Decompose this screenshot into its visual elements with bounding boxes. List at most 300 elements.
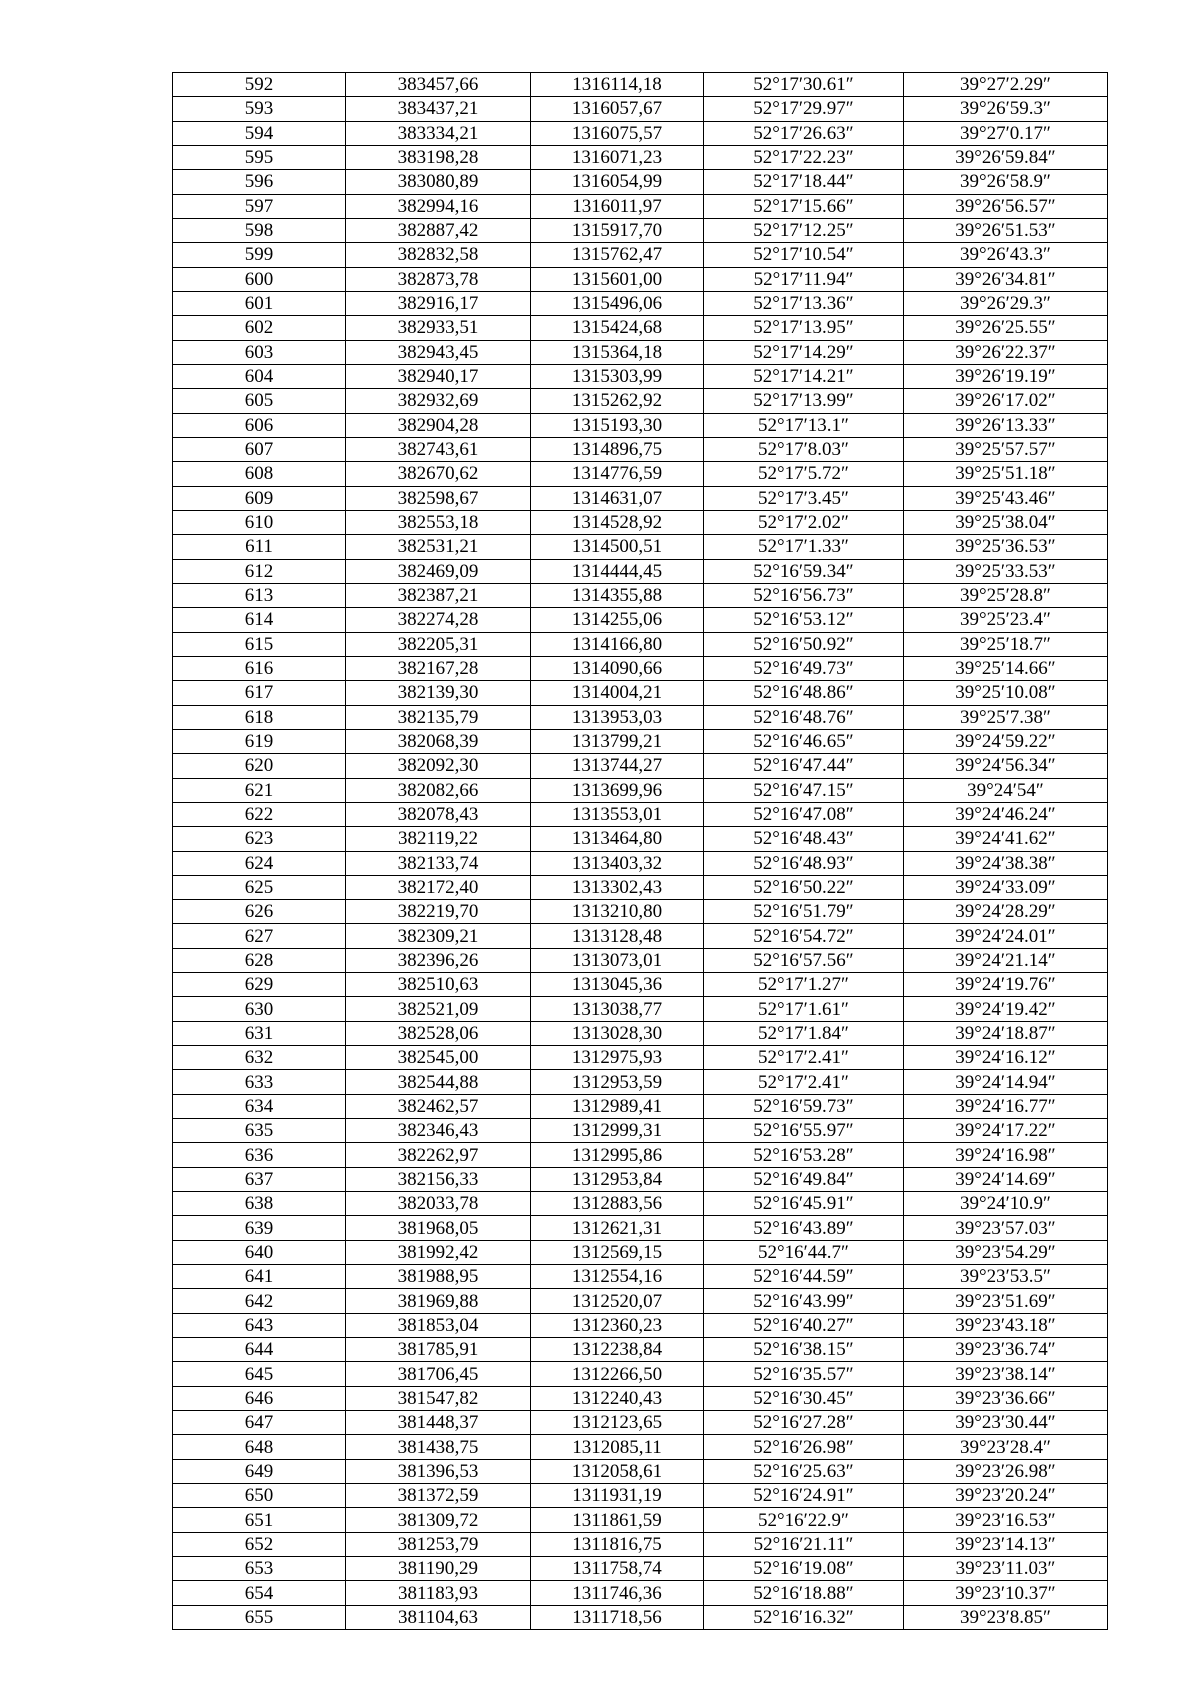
x-coordinate-cell: 382521,09 [346, 997, 531, 1021]
point-number-cell: 641 [173, 1265, 346, 1289]
longitude-cell: 39°23′43.18″ [904, 1313, 1108, 1337]
x-coordinate-cell: 381853,04 [346, 1313, 531, 1337]
table-row [173, 1216, 1108, 1240]
longitude-cell: 39°26′34.81″ [904, 267, 1108, 291]
table-row [173, 437, 1108, 461]
latitude-cell: 52°17′10.54″ [704, 243, 904, 267]
point-number-cell: 599 [173, 243, 346, 267]
y-coordinate-cell: 1311758,74 [531, 1557, 704, 1581]
x-coordinate-cell: 382033,78 [346, 1192, 531, 1216]
longitude-cell: 39°23′36.66″ [904, 1386, 1108, 1410]
latitude-cell: 52°16′44.7″ [704, 1240, 904, 1264]
table-row [173, 1119, 1108, 1143]
latitude-cell: 52°16′59.73″ [704, 1094, 904, 1118]
y-coordinate-cell: 1313799,21 [531, 729, 704, 753]
point-number-cell: 645 [173, 1362, 346, 1386]
table-row [173, 1240, 1108, 1264]
latitude-cell: 52°16′47.15″ [704, 778, 904, 802]
y-coordinate-cell: 1313403,32 [531, 851, 704, 875]
table-row [173, 1435, 1108, 1459]
y-coordinate-cell: 1312621,31 [531, 1216, 704, 1240]
y-coordinate-cell: 1313210,80 [531, 900, 704, 924]
point-number-cell: 615 [173, 632, 346, 656]
y-coordinate-cell: 1315496,06 [531, 291, 704, 315]
x-coordinate-cell: 382545,00 [346, 1046, 531, 1070]
table-row [173, 802, 1108, 826]
point-number-cell: 633 [173, 1070, 346, 1094]
longitude-cell: 39°26′51.53″ [904, 218, 1108, 242]
longitude-cell: 39°26′29.3″ [904, 291, 1108, 315]
longitude-cell: 39°26′59.3″ [904, 97, 1108, 121]
longitude-cell: 39°23′16.53″ [904, 1508, 1108, 1532]
x-coordinate-cell: 381190,29 [346, 1557, 531, 1581]
x-coordinate-cell: 383080,89 [346, 170, 531, 194]
table-row [173, 1508, 1108, 1532]
table-row [173, 1362, 1108, 1386]
point-number-cell: 651 [173, 1508, 346, 1532]
latitude-cell: 52°16′59.34″ [704, 559, 904, 583]
longitude-cell: 39°23′26.98″ [904, 1459, 1108, 1483]
longitude-cell: 39°23′11.03″ [904, 1557, 1108, 1581]
y-coordinate-cell: 1311718,56 [531, 1605, 704, 1629]
x-coordinate-cell: 382943,45 [346, 340, 531, 364]
table-row [173, 1484, 1108, 1508]
y-coordinate-cell: 1314631,07 [531, 486, 704, 510]
table-row [173, 1313, 1108, 1337]
table-row [173, 1411, 1108, 1435]
point-number-cell: 647 [173, 1411, 346, 1435]
y-coordinate-cell: 1312554,16 [531, 1265, 704, 1289]
x-coordinate-cell: 381785,91 [346, 1338, 531, 1362]
point-number-cell: 603 [173, 340, 346, 364]
latitude-cell: 52°16′54.72″ [704, 924, 904, 948]
longitude-cell: 39°24′16.12″ [904, 1046, 1108, 1070]
point-number-cell: 606 [173, 413, 346, 437]
y-coordinate-cell: 1314004,21 [531, 681, 704, 705]
longitude-cell: 39°24′56.34″ [904, 754, 1108, 778]
x-coordinate-cell: 382531,21 [346, 535, 531, 559]
table-row [173, 608, 1108, 632]
x-coordinate-cell: 382172,40 [346, 875, 531, 899]
latitude-cell: 52°16′35.57″ [704, 1362, 904, 1386]
longitude-cell: 39°26′17.02″ [904, 389, 1108, 413]
point-number-cell: 609 [173, 486, 346, 510]
y-coordinate-cell: 1315193,30 [531, 413, 704, 437]
table-row [173, 875, 1108, 899]
x-coordinate-cell: 382932,69 [346, 389, 531, 413]
point-number-cell: 614 [173, 608, 346, 632]
table-row [173, 535, 1108, 559]
longitude-cell: 39°24′54″ [904, 778, 1108, 802]
longitude-cell: 39°23′36.74″ [904, 1338, 1108, 1362]
latitude-cell: 52°16′57.56″ [704, 948, 904, 972]
x-coordinate-cell: 382219,70 [346, 900, 531, 924]
table-row [173, 778, 1108, 802]
longitude-cell: 39°27′2.29″ [904, 73, 1108, 97]
point-number-cell: 612 [173, 559, 346, 583]
latitude-cell: 52°16′27.28″ [704, 1411, 904, 1435]
y-coordinate-cell: 1314255,06 [531, 608, 704, 632]
longitude-cell: 39°24′24.01″ [904, 924, 1108, 948]
y-coordinate-cell: 1315917,70 [531, 218, 704, 242]
table-row [173, 1143, 1108, 1167]
x-coordinate-cell: 382205,31 [346, 632, 531, 656]
table-row [173, 218, 1108, 242]
y-coordinate-cell: 1315364,18 [531, 340, 704, 364]
table-row [173, 705, 1108, 729]
x-coordinate-cell: 383437,21 [346, 97, 531, 121]
point-number-cell: 649 [173, 1459, 346, 1483]
point-number-cell: 631 [173, 1021, 346, 1045]
latitude-cell: 52°16′49.84″ [704, 1167, 904, 1191]
x-coordinate-cell: 382994,16 [346, 194, 531, 218]
table-row [173, 559, 1108, 583]
point-number-cell: 652 [173, 1532, 346, 1556]
y-coordinate-cell: 1313028,30 [531, 1021, 704, 1045]
latitude-cell: 52°16′47.08″ [704, 802, 904, 826]
x-coordinate-cell: 382553,18 [346, 510, 531, 534]
longitude-cell: 39°24′19.42″ [904, 997, 1108, 1021]
latitude-cell: 52°17′2.41″ [704, 1070, 904, 1094]
x-coordinate-cell: 381372,59 [346, 1484, 531, 1508]
table-row [173, 1532, 1108, 1556]
latitude-cell: 52°16′53.12″ [704, 608, 904, 632]
point-number-cell: 643 [173, 1313, 346, 1337]
x-coordinate-cell: 382544,88 [346, 1070, 531, 1094]
latitude-cell: 52°17′13.36″ [704, 291, 904, 315]
x-coordinate-cell: 381448,37 [346, 1411, 531, 1435]
latitude-cell: 52°17′13.95″ [704, 316, 904, 340]
point-number-cell: 622 [173, 802, 346, 826]
point-number-cell: 627 [173, 924, 346, 948]
x-coordinate-cell: 381309,72 [346, 1508, 531, 1532]
y-coordinate-cell: 1313302,43 [531, 875, 704, 899]
x-coordinate-cell: 382396,26 [346, 948, 531, 972]
x-coordinate-cell: 381438,75 [346, 1435, 531, 1459]
y-coordinate-cell: 1312975,93 [531, 1046, 704, 1070]
point-number-cell: 640 [173, 1240, 346, 1264]
latitude-cell: 52°17′14.21″ [704, 364, 904, 388]
point-number-cell: 630 [173, 997, 346, 1021]
latitude-cell: 52°16′45.91″ [704, 1192, 904, 1216]
longitude-cell: 39°25′18.7″ [904, 632, 1108, 656]
longitude-cell: 39°25′23.4″ [904, 608, 1108, 632]
table-row [173, 170, 1108, 194]
latitude-cell: 52°16′21.11″ [704, 1532, 904, 1556]
x-coordinate-cell: 383198,28 [346, 145, 531, 169]
y-coordinate-cell: 1313073,01 [531, 948, 704, 972]
table-row [173, 73, 1108, 97]
latitude-cell: 52°16′50.22″ [704, 875, 904, 899]
x-coordinate-cell: 381969,88 [346, 1289, 531, 1313]
x-coordinate-cell: 382068,39 [346, 729, 531, 753]
x-coordinate-cell: 381706,45 [346, 1362, 531, 1386]
latitude-cell: 52°17′13.1″ [704, 413, 904, 437]
latitude-cell: 52°17′29.97″ [704, 97, 904, 121]
table-row [173, 900, 1108, 924]
y-coordinate-cell: 1311861,59 [531, 1508, 704, 1532]
longitude-cell: 39°24′10.9″ [904, 1192, 1108, 1216]
point-number-cell: 624 [173, 851, 346, 875]
table-row [173, 973, 1108, 997]
point-number-cell: 638 [173, 1192, 346, 1216]
y-coordinate-cell: 1312953,84 [531, 1167, 704, 1191]
table-row [173, 1167, 1108, 1191]
point-number-cell: 654 [173, 1581, 346, 1605]
table-row [173, 1557, 1108, 1581]
y-coordinate-cell: 1313038,77 [531, 997, 704, 1021]
latitude-cell: 52°16′24.91″ [704, 1484, 904, 1508]
latitude-cell: 52°17′1.33″ [704, 535, 904, 559]
latitude-cell: 52°16′48.86″ [704, 681, 904, 705]
table-row [173, 1070, 1108, 1094]
x-coordinate-cell: 382916,17 [346, 291, 531, 315]
x-coordinate-cell: 382670,62 [346, 462, 531, 486]
y-coordinate-cell: 1315601,00 [531, 267, 704, 291]
y-coordinate-cell: 1315303,99 [531, 364, 704, 388]
longitude-cell: 39°23′20.24″ [904, 1484, 1108, 1508]
point-number-cell: 611 [173, 535, 346, 559]
y-coordinate-cell: 1314355,88 [531, 583, 704, 607]
x-coordinate-cell: 381547,82 [346, 1386, 531, 1410]
point-number-cell: 616 [173, 656, 346, 680]
latitude-cell: 52°16′38.15″ [704, 1338, 904, 1362]
y-coordinate-cell: 1313553,01 [531, 802, 704, 826]
longitude-cell: 39°25′36.53″ [904, 535, 1108, 559]
y-coordinate-cell: 1313744,27 [531, 754, 704, 778]
longitude-cell: 39°24′28.29″ [904, 900, 1108, 924]
point-number-cell: 634 [173, 1094, 346, 1118]
longitude-cell: 39°25′38.04″ [904, 510, 1108, 534]
point-number-cell: 608 [173, 462, 346, 486]
latitude-cell: 52°17′12.25″ [704, 218, 904, 242]
y-coordinate-cell: 1313464,80 [531, 827, 704, 851]
longitude-cell: 39°24′16.77″ [904, 1094, 1108, 1118]
y-coordinate-cell: 1312995,86 [531, 1143, 704, 1167]
table-row [173, 364, 1108, 388]
latitude-cell: 52°16′25.63″ [704, 1459, 904, 1483]
point-number-cell: 636 [173, 1143, 346, 1167]
x-coordinate-cell: 382274,28 [346, 608, 531, 632]
x-coordinate-cell: 381253,79 [346, 1532, 531, 1556]
table-row [173, 243, 1108, 267]
point-number-cell: 625 [173, 875, 346, 899]
longitude-cell: 39°24′59.22″ [904, 729, 1108, 753]
latitude-cell: 52°17′30.61″ [704, 73, 904, 97]
longitude-cell: 39°23′51.69″ [904, 1289, 1108, 1313]
latitude-cell: 52°16′43.99″ [704, 1289, 904, 1313]
x-coordinate-cell: 382510,63 [346, 973, 531, 997]
latitude-cell: 52°17′1.84″ [704, 1021, 904, 1045]
y-coordinate-cell: 1312520,07 [531, 1289, 704, 1313]
table-row [173, 389, 1108, 413]
latitude-cell: 52°16′48.43″ [704, 827, 904, 851]
x-coordinate-cell: 382904,28 [346, 413, 531, 437]
x-coordinate-cell: 382832,58 [346, 243, 531, 267]
longitude-cell: 39°23′38.14″ [904, 1362, 1108, 1386]
y-coordinate-cell: 1316054,99 [531, 170, 704, 194]
point-number-cell: 620 [173, 754, 346, 778]
latitude-cell: 52°16′56.73″ [704, 583, 904, 607]
table-row [173, 681, 1108, 705]
longitude-cell: 39°26′56.57″ [904, 194, 1108, 218]
y-coordinate-cell: 1313128,48 [531, 924, 704, 948]
point-number-cell: 644 [173, 1338, 346, 1362]
point-number-cell: 621 [173, 778, 346, 802]
table-row [173, 413, 1108, 437]
point-number-cell: 635 [173, 1119, 346, 1143]
point-number-cell: 604 [173, 364, 346, 388]
table-row [173, 851, 1108, 875]
x-coordinate-cell: 382082,66 [346, 778, 531, 802]
longitude-cell: 39°26′58.9″ [904, 170, 1108, 194]
x-coordinate-cell: 382387,21 [346, 583, 531, 607]
y-coordinate-cell: 1312238,84 [531, 1338, 704, 1362]
latitude-cell: 52°17′22.23″ [704, 145, 904, 169]
table-row [173, 1289, 1108, 1313]
table-row [173, 754, 1108, 778]
y-coordinate-cell: 1315762,47 [531, 243, 704, 267]
y-coordinate-cell: 1314090,66 [531, 656, 704, 680]
longitude-cell: 39°26′19.19″ [904, 364, 1108, 388]
latitude-cell: 52°16′26.98″ [704, 1435, 904, 1459]
latitude-cell: 52°16′48.76″ [704, 705, 904, 729]
table-row [173, 1192, 1108, 1216]
latitude-cell: 52°16′43.89″ [704, 1216, 904, 1240]
point-number-cell: 595 [173, 145, 346, 169]
latitude-cell: 52°16′53.28″ [704, 1143, 904, 1167]
longitude-cell: 39°24′14.69″ [904, 1167, 1108, 1191]
table-row [173, 121, 1108, 145]
point-number-cell: 650 [173, 1484, 346, 1508]
longitude-cell: 39°25′33.53″ [904, 559, 1108, 583]
y-coordinate-cell: 1312360,23 [531, 1313, 704, 1337]
coordinates-table [172, 72, 1108, 1630]
x-coordinate-cell: 383334,21 [346, 121, 531, 145]
longitude-cell: 39°24′18.87″ [904, 1021, 1108, 1045]
y-coordinate-cell: 1312883,56 [531, 1192, 704, 1216]
latitude-cell: 52°17′8.03″ [704, 437, 904, 461]
x-coordinate-cell: 381104,63 [346, 1605, 531, 1629]
y-coordinate-cell: 1316011,97 [531, 194, 704, 218]
point-number-cell: 623 [173, 827, 346, 851]
x-coordinate-cell: 381968,05 [346, 1216, 531, 1240]
y-coordinate-cell: 1314776,59 [531, 462, 704, 486]
latitude-cell: 52°16′46.65″ [704, 729, 904, 753]
latitude-cell: 52°16′40.27″ [704, 1313, 904, 1337]
point-number-cell: 646 [173, 1386, 346, 1410]
longitude-cell: 39°23′30.44″ [904, 1411, 1108, 1435]
table-row [173, 729, 1108, 753]
point-number-cell: 619 [173, 729, 346, 753]
latitude-cell: 52°17′1.61″ [704, 997, 904, 1021]
longitude-cell: 39°23′14.13″ [904, 1532, 1108, 1556]
x-coordinate-cell: 382135,79 [346, 705, 531, 729]
longitude-cell: 39°25′7.38″ [904, 705, 1108, 729]
table-row [173, 267, 1108, 291]
latitude-cell: 52°16′55.97″ [704, 1119, 904, 1143]
longitude-cell: 39°25′28.8″ [904, 583, 1108, 607]
table-row [173, 1021, 1108, 1045]
table-row [173, 340, 1108, 364]
y-coordinate-cell: 1315424,68 [531, 316, 704, 340]
point-number-cell: 610 [173, 510, 346, 534]
y-coordinate-cell: 1314896,75 [531, 437, 704, 461]
x-coordinate-cell: 382598,67 [346, 486, 531, 510]
latitude-cell: 52°17′14.29″ [704, 340, 904, 364]
point-number-cell: 607 [173, 437, 346, 461]
table-row [173, 462, 1108, 486]
table-row [173, 656, 1108, 680]
y-coordinate-cell: 1313953,03 [531, 705, 704, 729]
y-coordinate-cell: 1311746,36 [531, 1581, 704, 1605]
table-row [173, 1338, 1108, 1362]
latitude-cell: 52°16′44.59″ [704, 1265, 904, 1289]
longitude-cell: 39°24′16.98″ [904, 1143, 1108, 1167]
longitude-cell: 39°24′14.94″ [904, 1070, 1108, 1094]
x-coordinate-cell: 382309,21 [346, 924, 531, 948]
table-row [173, 97, 1108, 121]
table-row [173, 1094, 1108, 1118]
x-coordinate-cell: 382092,30 [346, 754, 531, 778]
latitude-cell: 52°16′51.79″ [704, 900, 904, 924]
longitude-cell: 39°27′0.17″ [904, 121, 1108, 145]
point-number-cell: 639 [173, 1216, 346, 1240]
longitude-cell: 39°24′17.22″ [904, 1119, 1108, 1143]
point-number-cell: 600 [173, 267, 346, 291]
table-row [173, 1605, 1108, 1629]
longitude-cell: 39°24′41.62″ [904, 827, 1108, 851]
latitude-cell: 52°17′2.02″ [704, 510, 904, 534]
x-coordinate-cell: 382528,06 [346, 1021, 531, 1045]
latitude-cell: 52°16′50.92″ [704, 632, 904, 656]
latitude-cell: 52°17′11.94″ [704, 267, 904, 291]
table-row [173, 486, 1108, 510]
point-number-cell: 613 [173, 583, 346, 607]
x-coordinate-cell: 382156,33 [346, 1167, 531, 1191]
longitude-cell: 39°23′57.03″ [904, 1216, 1108, 1240]
longitude-cell: 39°24′21.14″ [904, 948, 1108, 972]
longitude-cell: 39°25′14.66″ [904, 656, 1108, 680]
x-coordinate-cell: 381396,53 [346, 1459, 531, 1483]
point-number-cell: 597 [173, 194, 346, 218]
latitude-cell: 52°17′15.66″ [704, 194, 904, 218]
point-number-cell: 626 [173, 900, 346, 924]
latitude-cell: 52°16′48.93″ [704, 851, 904, 875]
y-coordinate-cell: 1316075,57 [531, 121, 704, 145]
y-coordinate-cell: 1312085,11 [531, 1435, 704, 1459]
point-number-cell: 605 [173, 389, 346, 413]
table-row [173, 145, 1108, 169]
y-coordinate-cell: 1316071,23 [531, 145, 704, 169]
table-row [173, 948, 1108, 972]
y-coordinate-cell: 1312999,31 [531, 1119, 704, 1143]
y-coordinate-cell: 1316057,67 [531, 97, 704, 121]
point-number-cell: 592 [173, 73, 346, 97]
latitude-cell: 52°16′49.73″ [704, 656, 904, 680]
y-coordinate-cell: 1312240,43 [531, 1386, 704, 1410]
y-coordinate-cell: 1313045,36 [531, 973, 704, 997]
longitude-cell: 39°26′13.33″ [904, 413, 1108, 437]
x-coordinate-cell: 382887,42 [346, 218, 531, 242]
point-number-cell: 602 [173, 316, 346, 340]
longitude-cell: 39°23′28.4″ [904, 1435, 1108, 1459]
x-coordinate-cell: 382078,43 [346, 802, 531, 826]
y-coordinate-cell: 1312123,65 [531, 1411, 704, 1435]
table-row [173, 1459, 1108, 1483]
table-row [173, 194, 1108, 218]
latitude-cell: 52°17′26.63″ [704, 121, 904, 145]
